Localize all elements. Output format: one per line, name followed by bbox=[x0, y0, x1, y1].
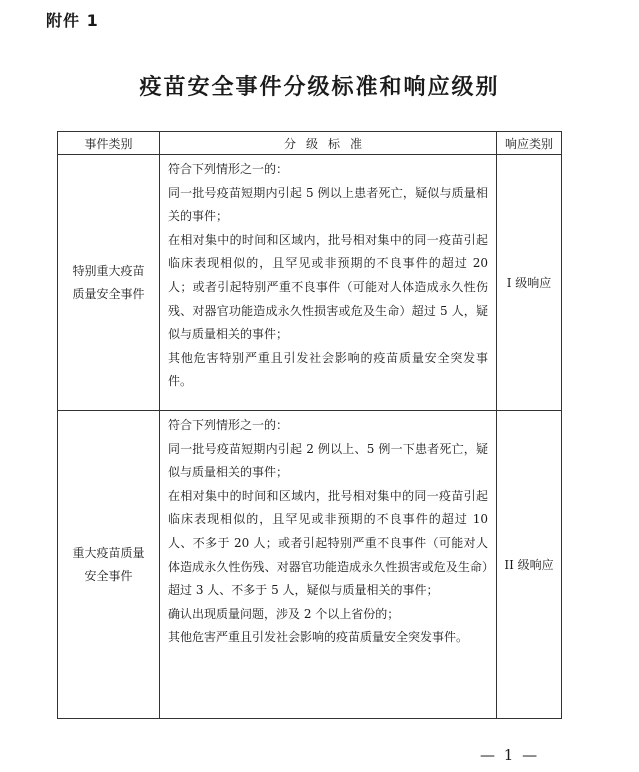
criteria-item: 符合下列情形之一的： bbox=[168, 418, 289, 432]
criteria-item: 其他危害特别严重且引发社会影响的疫苗质量安全突发事件。 bbox=[168, 350, 488, 389]
response-level: II 级响应 bbox=[497, 411, 562, 719]
criteria-cell bbox=[160, 411, 497, 719]
header-standard: 分级标准 bbox=[160, 132, 497, 155]
category-text: 重大疫苗质量 bbox=[72, 545, 145, 560]
criteria-item: 确认出现质量问题，涉及 2 个以上省份的； bbox=[168, 606, 400, 621]
category-text: 安全事件 bbox=[84, 568, 133, 583]
category-text: 特别重大疫苗 bbox=[72, 263, 145, 278]
category-text: 质量安全事件 bbox=[72, 286, 145, 301]
grading-table bbox=[57, 131, 562, 719]
category-cell bbox=[58, 155, 160, 411]
attachment-label: 附件 1 bbox=[46, 11, 99, 30]
criteria-cell bbox=[160, 155, 497, 411]
criteria-item: 在相对集中的时间和区域内，批号相对集中的同一疫苗引起临床表现相似的，且罕见或非预期的不良事件的超过 10 人、不多于 20 人；或者引起特别严重不良事件（可能对人体造成永久性伤残、对器官功能造成永久性损害或危及生命）超过 3 人、不多于 5 人，疑似与质量相关的事件； bbox=[168, 488, 488, 598]
header-category: 事件类别 bbox=[58, 132, 160, 155]
table-header-row bbox=[58, 132, 562, 155]
criteria-item: 其他危害严重且引发社会影响的疫苗质量安全突发事件。 bbox=[168, 630, 469, 645]
document-title: 疫苗安全事件分级标准和响应级别 bbox=[139, 74, 500, 100]
category-cell bbox=[58, 411, 160, 719]
table-row bbox=[58, 411, 562, 719]
header-response: 响应类别 bbox=[497, 132, 562, 155]
criteria-item: 在相对集中的时间和区域内，批号相对集中的同一疫苗引起临床表现相似的，且罕见或非预期的不良事件的超过 20 人；或者引起特别严重不良事件（可能对人体造成永久性伤残、对器官功能造成永久性损害或危及生命）超过 5 人，疑似与质量相关的事件； bbox=[168, 232, 488, 342]
response-level: I 级响应 bbox=[497, 155, 562, 411]
criteria-item: 同一批号疫苗短期内引起 2 例以上、5 例一下患者死亡，疑似与质量相关的事件； bbox=[168, 441, 488, 480]
criteria-item: 同一批号疫苗短期内引起 5 例以上患者死亡，疑似与质量相关的事件； bbox=[168, 185, 488, 224]
criteria-item: 符合下列情形之一的： bbox=[168, 162, 289, 176]
table-row bbox=[58, 155, 562, 411]
page-number: — 1 — bbox=[480, 746, 540, 764]
